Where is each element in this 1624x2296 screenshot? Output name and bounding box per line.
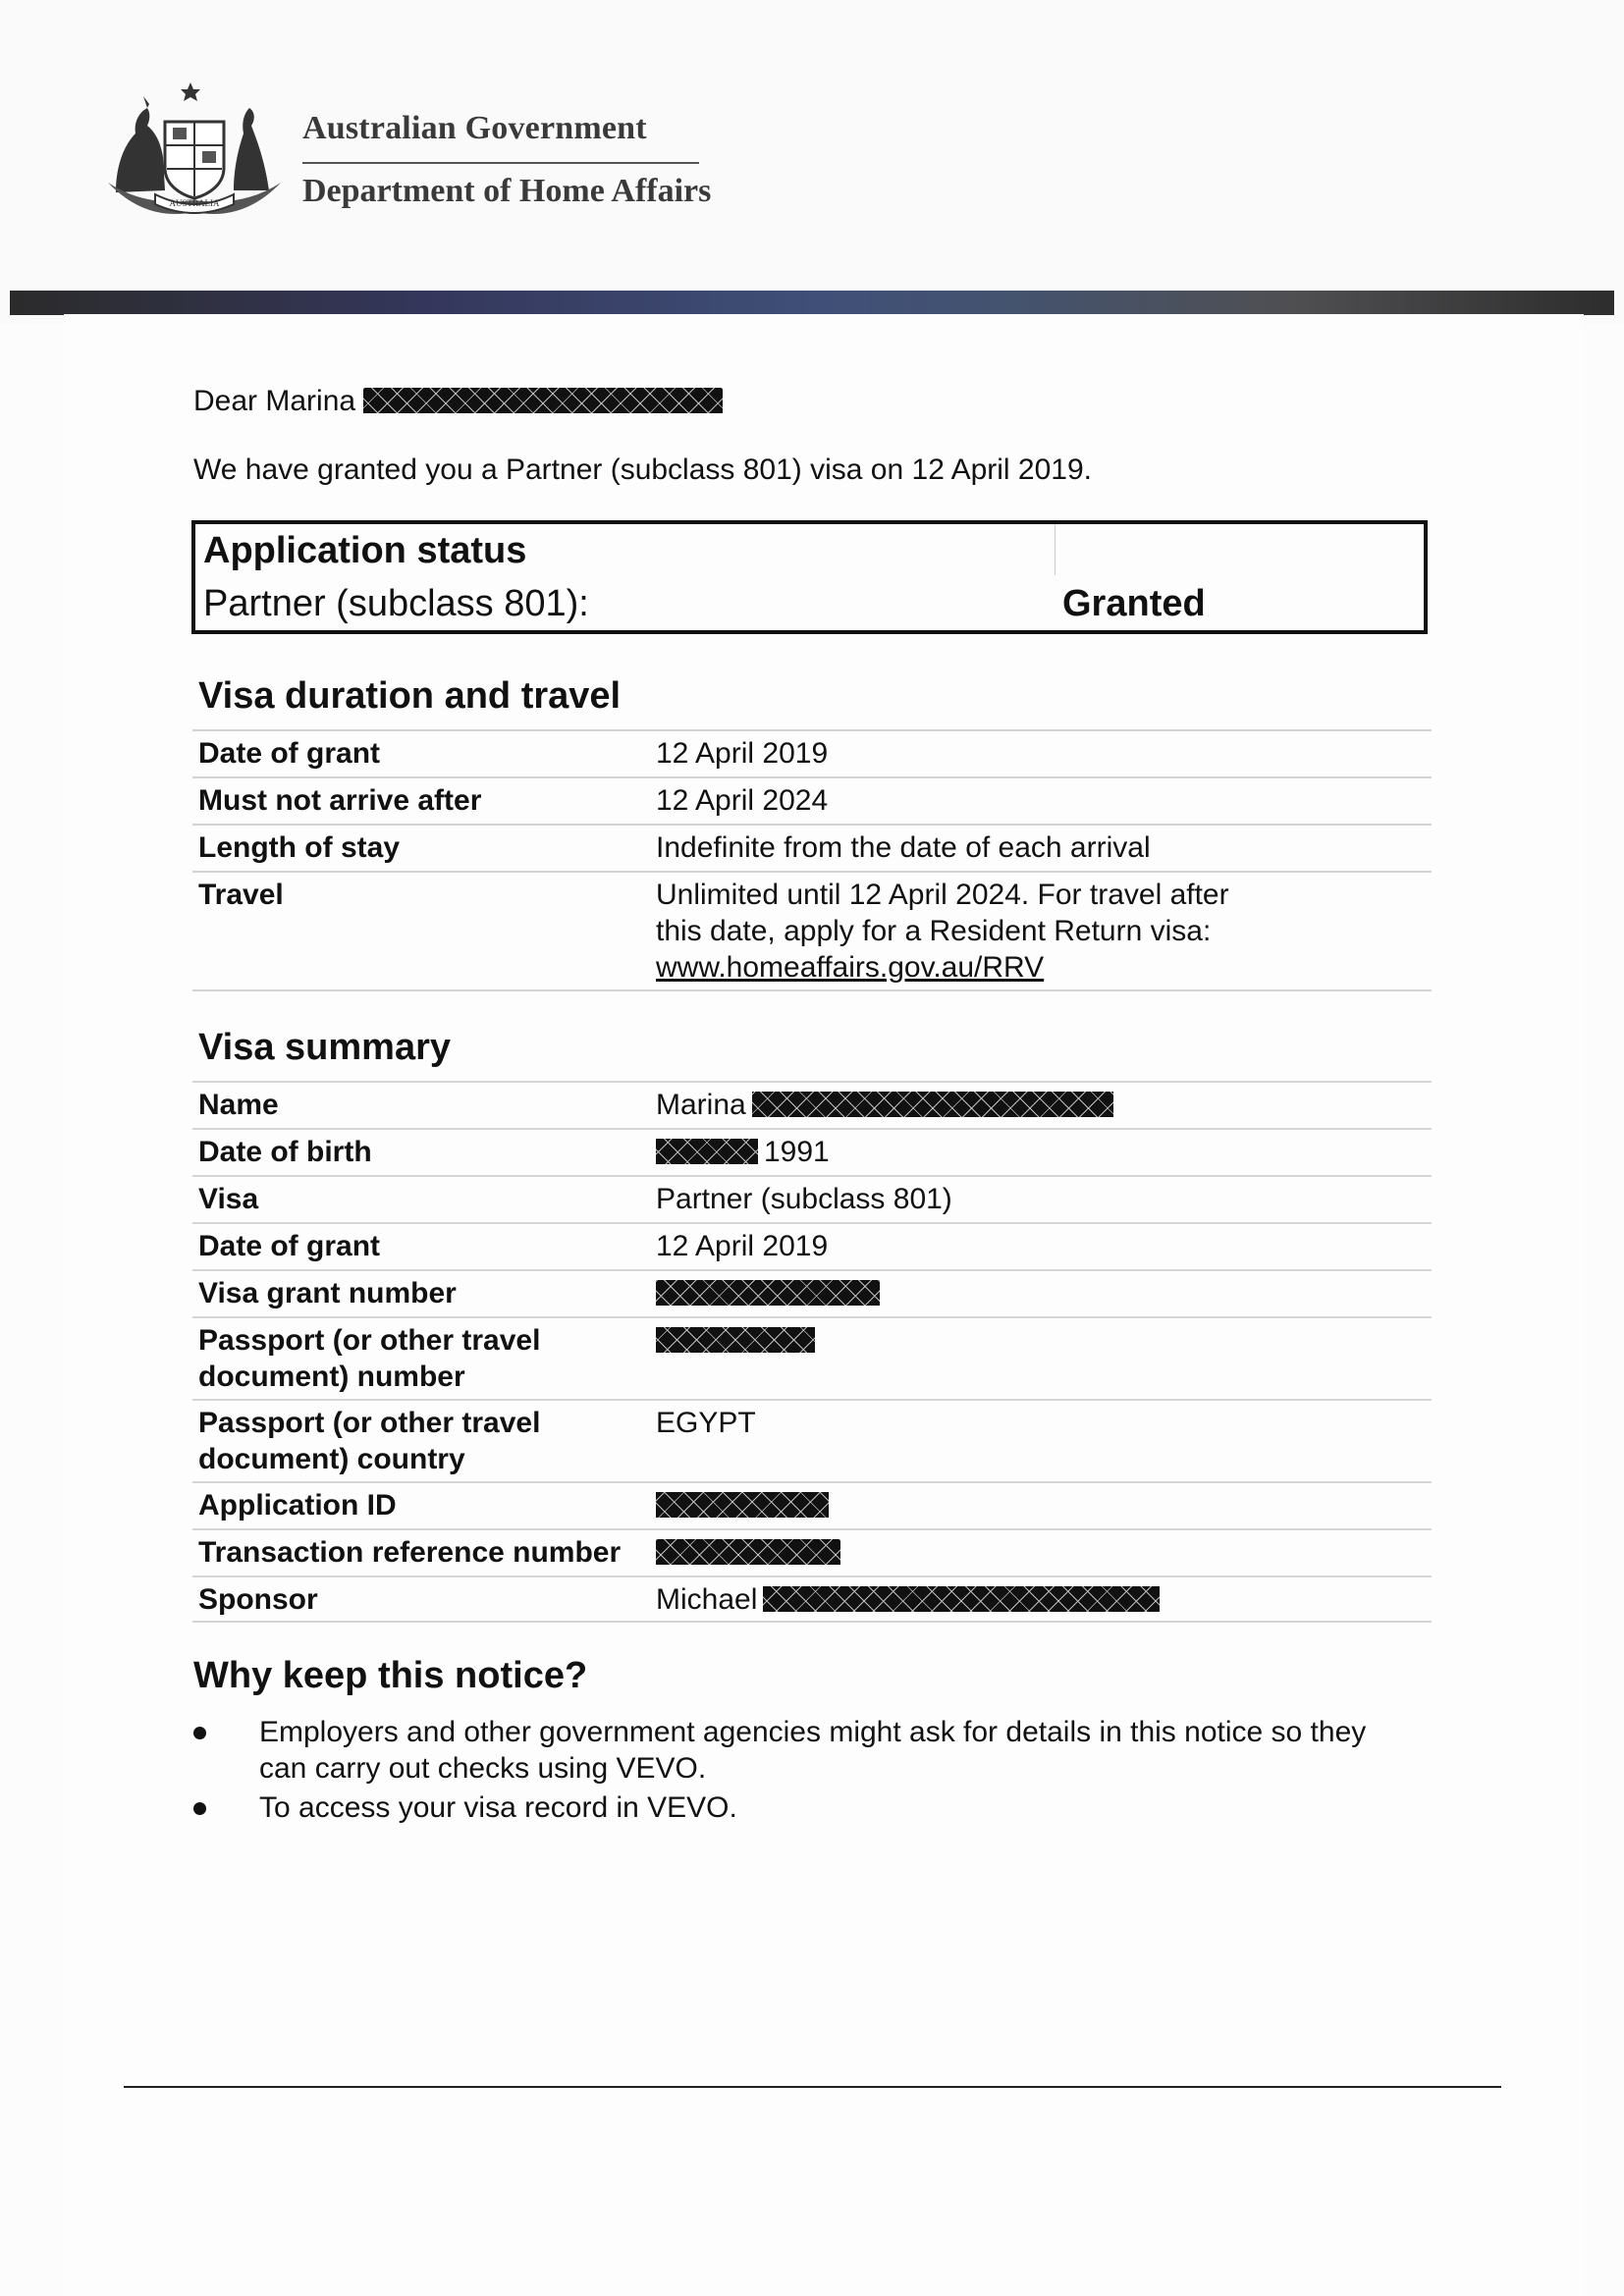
table-row: Travel Unlimited until 12 April 2024. For travel after this date, apply for a Resident Return visa: www.homeaffairs.gov.au/RRV [192, 871, 1432, 991]
table-row: Date of grant 12 April 2019 [192, 1222, 1432, 1269]
table-row: Date of birth 1991 [192, 1128, 1432, 1175]
summary-table [192, 1081, 1432, 1623]
duration-title: Visa duration and travel [198, 675, 622, 717]
status-value: Granted [1062, 583, 1206, 624]
redacted-birth-date [656, 1139, 758, 1164]
table-row: Sponsor Michael [192, 1575, 1432, 1623]
table-row: Visa Partner (subclass 801) [192, 1175, 1432, 1222]
intro-text: We have granted you a Partner (subclass 801) visa on 12 April 2019. [193, 454, 1092, 486]
header-color-band [10, 291, 1614, 315]
redacted-surname [363, 388, 723, 413]
redacted-application-id [656, 1492, 829, 1518]
list-item: To access your visa record in VEVO. [193, 1789, 1366, 1826]
list-item: Employers and other government agencies might ask for details in this notice so they can carry out checks using VEVO. [193, 1714, 1366, 1787]
department-name: Department of Home Affairs [302, 173, 712, 209]
table-row: Visa grant number [192, 1269, 1432, 1316]
table-row: Passport (or other travel document) number [192, 1316, 1432, 1399]
status-visa-label: Partner (subclass 801): [203, 583, 589, 624]
status-divider [1055, 524, 1056, 575]
table-row: Transaction reference number [192, 1528, 1432, 1575]
application-status-box [191, 520, 1428, 634]
header-rule [302, 162, 699, 164]
redacted-surname [752, 1092, 1113, 1117]
bullet-icon [193, 1727, 206, 1739]
why-keep-title: Why keep this notice? [193, 1655, 588, 1696]
footer-rule [124, 2086, 1501, 2088]
bullet-icon [193, 1802, 206, 1815]
svg-text:AUSTRALIA: AUSTRALIA [169, 198, 220, 208]
redacted-sponsor-surname [763, 1586, 1160, 1612]
table-row: Passport (or other travel document) country EGYPT [192, 1399, 1432, 1481]
table-row: Must not arrive after 12 April 2024 [192, 776, 1432, 824]
status-heading: Application status [203, 530, 527, 571]
coat-of-arms-icon [96, 75, 293, 222]
summary-title: Visa summary [198, 1027, 452, 1068]
table-row: Length of stay Indefinite from the date of each arrival [192, 824, 1432, 871]
redacted-grant-number [656, 1280, 880, 1306]
table-row: Application ID [192, 1481, 1432, 1528]
table-row: Date of grant 12 April 2019 [192, 729, 1432, 776]
government-name: Australian Government [302, 110, 647, 146]
rrv-link[interactable]: www.homeaffairs.gov.au/RRV [656, 951, 1045, 984]
duration-table [192, 729, 1432, 991]
redacted-passport-number [656, 1327, 815, 1353]
letterhead [0, 0, 1624, 324]
greeting: Dear Marina [193, 385, 723, 418]
why-keep-list [193, 1714, 1366, 1829]
redacted-transaction-ref [656, 1539, 840, 1565]
table-row: Name Marina [192, 1081, 1432, 1128]
